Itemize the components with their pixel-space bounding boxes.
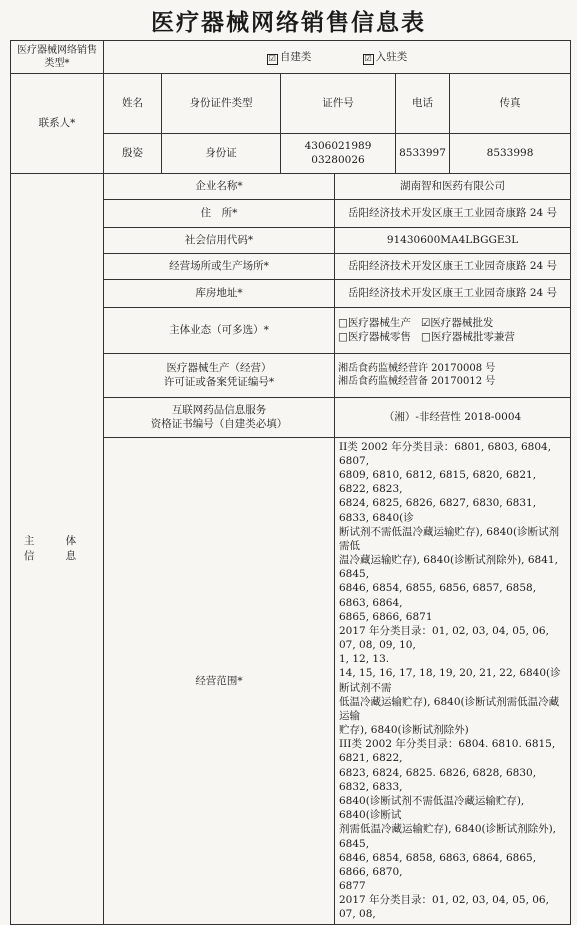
option-production[interactable] [338,317,411,329]
contact-id-no-line1: 4306021989 [304,140,372,153]
option-retail-label: 医疗器械零售 [347,331,411,344]
scope-value [335,437,571,924]
internet-cert-label-line2: 资格证书编号（自建类必填） [150,418,288,431]
option-wholesale-label: 医疗器械批发 [430,317,494,330]
scope-line: 6846, 6854, 6855, 6856, 6857, 6858, 6863, 6864, [339,582,537,609]
contact-label: 联系人* [11,74,104,174]
checkbox-settled[interactable]: ☑ [364,53,372,63]
scope-line: 14, 15, 16, 17, 18, 19, 20, 21, 22, 6840(诊断试剂不需 [339,667,561,694]
contact-id-type: 身份证 [162,133,281,173]
license-label [104,353,335,397]
header-id-no: 证件号 [281,74,396,134]
company-label: 企业名称* [104,173,335,199]
option-wholesale-retail[interactable] [421,331,515,343]
license-label-line2: 许可证或备案凭证编号* [163,376,275,389]
warehouse-label: 库房地址* [104,279,335,307]
scope-line: 剂需低温冷藏运输贮存), 6840(诊断试剂除外), 6845, [339,823,557,850]
premises-label: 经营场所或生产场所* [104,253,335,279]
scope-line: 贮存), 6840(诊断试剂除外) [339,724,469,737]
credit-label: 社会信用代码* [104,227,335,253]
business-form-options [335,307,571,353]
page-title: 医疗器械网络销售信息表 [151,10,426,36]
contact-id-no-line2: 03280026 [311,154,365,167]
scope-line: 1, 12, 13. [339,653,390,666]
internet-cert-value: （湘）-非经营性 2018-0004 [335,397,571,437]
info-table [10,40,571,925]
scope-line: 6877 [339,880,366,893]
sales-type-row [11,41,571,74]
scope-line: 低温冷藏运输贮存), 6840(诊断试剂需低温冷藏运输 [339,695,560,722]
business-form-line1 [338,316,567,330]
premises-value: 岳阳经济技术开发区康王工业园奇康路 24 号 [335,253,571,279]
license-value [335,353,571,397]
address-value: 岳阳经济技术开发区康王工业园奇康路 24 号 [335,199,571,227]
option-production-label: 医疗器械生产 [347,317,411,330]
warehouse-value: 岳阳经济技术开发区康王工业园奇康路 24 号 [335,279,571,307]
sales-type-label: 医疗器械网络销售类型* [11,41,104,74]
option-retail[interactable] [338,331,411,343]
scope-line: 温冷藏运输贮存), 6840(诊断试剂除外), 6841, 6845, [339,554,558,581]
option-wholesale[interactable] [421,317,493,329]
scope-line: 断试剂不需低温冷藏运输贮存), 6840(诊断试剂需低 [339,525,560,552]
checkbox-self-built[interactable]: ☑ [268,53,276,63]
option-settled-label: 入驻类 [375,50,408,63]
license-label-line1: 医疗器械生产（经营） [166,362,272,375]
checkbox-retail[interactable]: □ [338,331,348,344]
contact-header-row [11,74,571,134]
address-label: 住 所* [104,199,335,227]
checkbox-production[interactable]: □ [338,317,348,330]
subject-label-line2: 信 息 [23,549,91,562]
option-settled[interactable] [363,51,408,63]
scope-label: 经营范围* [104,437,335,924]
header-fax: 传真 [499,97,521,110]
subject-label [11,173,104,924]
header-fax-email [450,74,571,134]
license-value-line2: 湘岳食药监械经营备 20170012 号 [338,376,496,388]
option-self-built-label: 自建类 [279,50,312,63]
company-row [11,173,571,199]
scope-line: 6846, 6854, 6858, 6863, 6864, 6865, 6866, 6870, [339,851,537,878]
scope-line: 6809, 6810, 6812, 6815, 6820, 6821, 6822, 6823, [339,469,537,496]
internet-cert-label [104,397,335,437]
license-value-line1: 湘岳食药监械经营许 20170008 号 [338,362,496,374]
scope-line: 6840(诊断试剂不需低温冷藏运输贮存), 6840(诊断试 [339,794,525,822]
contact-name: 殷姿 [104,133,162,173]
credit-value: 91430600MA4LBGGE3L [335,227,571,253]
checkbox-wholesale-retail[interactable]: □ [420,331,431,344]
scope-line: 2017 年分类目录：01, 02, 03, 04, 05, 06, 07, 08, [339,894,549,921]
scope-line: 6865, 6866, 6871 [339,610,433,623]
header-phone: 电话 [396,74,450,134]
contact-id-no [281,133,396,173]
business-form-line2 [338,330,567,344]
scope-line: 2017 年分类目录：01, 02, 03, 04, 05, 06, 07, 08, 09, 10, [339,624,549,652]
contact-fax: 8533998 [450,133,571,173]
header-id-type: 身份证件类型 [162,74,281,134]
subject-label-line1: 主 体 [23,535,91,548]
company-name: 湖南智和医药有限公司 [335,173,571,199]
header-name: 姓名 [104,74,162,134]
option-self-built[interactable] [267,51,315,63]
scope-line: II类 2002 年分类目录：6801, 6803, 6804, 6807, [339,440,552,467]
scope-line: 6824, 6825, 6826, 6827, 6830, 6831, 6833, 6840(诊 [339,497,537,524]
scope-lines [339,440,566,922]
contact-phone: 8533997 [396,133,450,173]
scope-line: 6823, 6824, 6825. 6826, 6828, 6830, 6832, 6833, [339,766,537,793]
business-form-label: 主体业态（可多选）* [104,307,335,353]
option-wholesale-retail-label: 医疗器械批零兼营 [430,331,515,344]
scope-line: III类 2002 年分类目录：6804. 6810. 6815, 6821, 6822, [339,738,556,765]
sales-type-options [104,41,571,74]
checkbox-wholesale[interactable]: ☑ [420,317,431,330]
internet-cert-label-line1: 互联网药品信息服务 [171,404,267,417]
